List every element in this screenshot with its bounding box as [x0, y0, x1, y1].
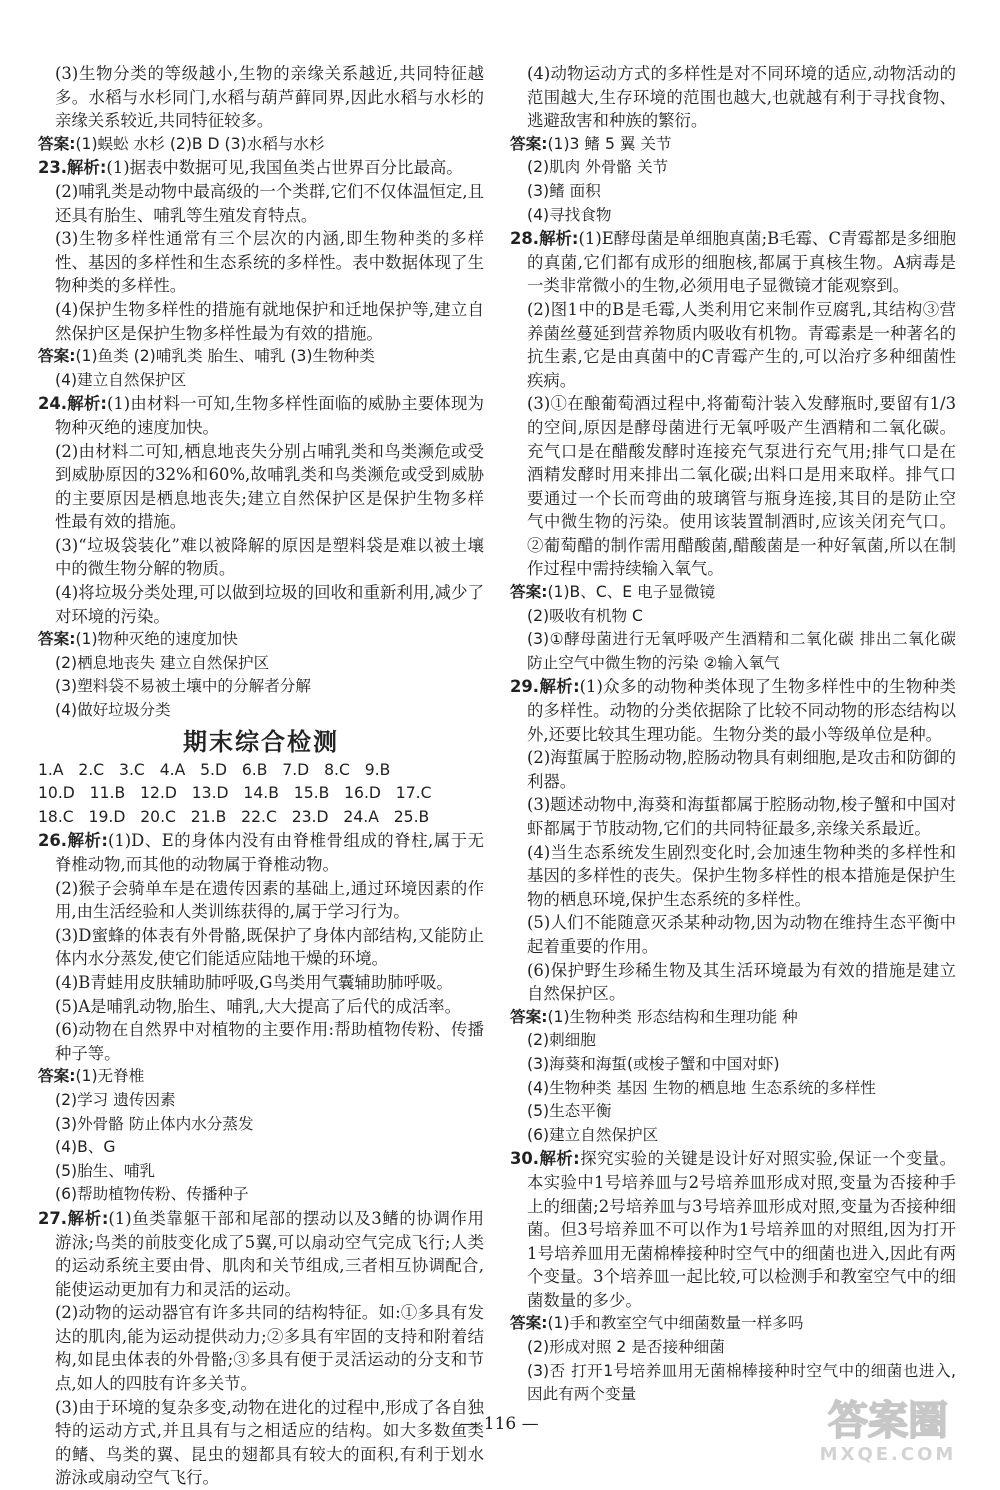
answer-line [510, 581, 956, 605]
question-label: 24.解析: [38, 394, 107, 414]
answer-line [38, 1183, 484, 1207]
paragraph-text: (2)吸收有机物 C [527, 606, 643, 625]
explanation-paragraph [38, 995, 484, 1019]
paragraph-text: (2)形成对照 2 是否接种细菌 [527, 1338, 725, 1357]
paragraph-text: (6)保护野生珍稀生物及其生活环境最为有效的措施是建立自然保护区。 [527, 960, 956, 1004]
answer-line [38, 345, 484, 369]
paragraph-text: (1)手和教室空气中细菌数量一样多吗 [547, 1314, 804, 1333]
paragraph-text: (3)塑料袋不易被土壤中的分解者分解 [55, 677, 311, 696]
paragraph-text: (1)D、E的身体内没有由脊椎骨组成的脊柱,属于无脊椎动物,而其他的动物属于脊椎动物。 [55, 831, 484, 874]
answer-label: 答案: [38, 1067, 76, 1086]
answer-label: 答案: [510, 1007, 548, 1026]
paragraph-text: (2)栖息地丧失 建立自然保护区 [55, 653, 270, 672]
paragraph-text: (3)外骨骼 防止体内水分蒸发 [55, 1114, 254, 1133]
explanation-paragraph [38, 1018, 484, 1065]
answer-line [38, 1113, 484, 1137]
question-label: 26.解析: [38, 831, 108, 851]
paragraph-text: (2)动物的运动器官有许多共同的结构特征。如:①多具有发达的肌肉,能为运动提供动力;②多具有牢固的支持和附着结构,如昆虫体表的外骨骼;③多具有便于灵活运动的分支和节点,如人的四肢有许多关节。 [55, 1303, 484, 1394]
question-label: 30.解析: [510, 1149, 580, 1169]
paragraph-text: (1)E酵母菌是单细胞真菌;B毛霉、C青霉都是多细胞的真菌,它们都有成形的细胞核,都属于真核生物。A病毒是一类非常微小的生物,必须用电子显微镜才能观察到。 [527, 229, 957, 296]
question-label: 28.解析: [510, 229, 579, 249]
answer-label: 答案: [510, 1314, 548, 1333]
answer-label: 答案: [38, 630, 76, 649]
choice-answer-row: 18.C 19.D 20.C 21.B 22.C 23.D 24.A 25.B [38, 807, 430, 826]
answer-line [38, 133, 484, 157]
choice-answer-row: 1.A 2.C 3.C 4.A 5.D 6.B 7.D 8.C 9.B [38, 760, 391, 779]
paragraph-text: (3)海葵和海蜇(或梭子蟹和中国对虾) [527, 1054, 780, 1073]
paragraph-text: (6)动物在自然界中对植物的主要作用:帮助植物传粉、传播种子等。 [55, 1020, 484, 1063]
answer-line [510, 156, 956, 180]
paragraph-text: (4)做好垃圾分类 [55, 701, 171, 720]
paragraph-text: (4)动物运动方式的多样性是对不同环境的适应,动物活动的范围越大,生存环境的范围也越大,也就越有利于寻找食物、逃避敌害和种族的繁衍。 [527, 64, 956, 131]
explanation-paragraph [38, 62, 484, 133]
explanation-paragraph [510, 793, 956, 840]
explanation-paragraph [510, 911, 956, 958]
paragraph-text: (1)鱼类 (2)哺乳类 胎生、哺乳 (3)生物种类 [75, 347, 375, 366]
explanation-paragraph [38, 1207, 484, 1301]
answer-label: 答案: [38, 134, 76, 153]
explanation-paragraph [38, 1396, 484, 1490]
paragraph-text: (1)鱼类靠躯干部和尾部的摆动以及3鳍的协调作用游泳;鸟类的前肢变化成了5翼,可以扇动空气完成飞行;人类的运动系统主要由骨、肌肉和关节组成,三者相互协调配合,能使运动更加有力和灵活的运动。 [55, 1208, 484, 1299]
watermark-logo [788, 1394, 988, 1466]
page-number: — 116 — [461, 1414, 539, 1434]
svg-text:MXQE.COM: MXQE.COM [819, 1444, 957, 1465]
answer-line [510, 180, 956, 204]
explanation-paragraph [510, 298, 956, 392]
explanation-paragraph [38, 1301, 484, 1395]
explanation-paragraph [38, 971, 484, 995]
answer-line [38, 1089, 484, 1113]
svg-text:答案圈: 答案圈 [828, 1398, 948, 1444]
paragraph-text: (2)海蜇属于腔肠动物,腔肠动物具有刺细胞,是攻击和防御的利器。 [527, 748, 956, 791]
answer-line [510, 133, 956, 157]
answer-line [510, 1029, 956, 1053]
choice-answer-row: 10.D 11.B 12.D 13.D 14.B 15.B 16.D 17.C [38, 784, 432, 803]
paragraph-text: (3)鳍 面积 [527, 181, 601, 200]
answer-label: 答案: [510, 583, 548, 602]
answer-label: 答案: [38, 347, 76, 366]
answer-line [510, 605, 956, 629]
paragraph-text: (1)B、C、E 电子显微镜 [547, 583, 716, 602]
answer-line [38, 628, 484, 652]
answer-line [510, 1336, 956, 1360]
answer-line [38, 652, 484, 676]
explanation-paragraph [510, 959, 956, 1006]
explanation-paragraph [38, 440, 484, 534]
answer-line [510, 1100, 956, 1124]
answer-line [38, 675, 484, 699]
explanation-paragraph [38, 180, 484, 227]
explanation-paragraph [510, 841, 956, 912]
explanation-paragraph [510, 746, 956, 793]
right-column [510, 62, 956, 1407]
paragraph-text: (2)由材料二可知,栖息地丧失分别占哺乳类和鸟类濒危或受到威胁原因的32%和60%,故哺乳类和鸟类濒危或受到威胁的主要原因是栖息地丧失;建立自然保护区是保护生物多样性最有效的措施。 [55, 441, 484, 532]
paragraph-text: (3)由于环境的复杂多变,动物在进化的过程中,形成了各自独特的运动方式,并且具有与之相适应的结构。如大多数鱼类的鳍、鸟类的翼、昆虫的翅都具有较大的面积,有利于划水游泳或扇动空气飞行。 [55, 1397, 484, 1488]
paragraph-text: (3)①在酿葡萄酒过程中,将葡萄汁装入发酵瓶时,要留有1/3的空间,原因是酵母菌进行无氧呼吸产生酒精和二氧化碳。充气口是在醋酸发酵时连接充气泵进行充气用;排气口是在酒精发酵时用来排出二氧化碳;出料口是用来取样。排气口要通过一个长而弯曲的玻璃管与瓶身连接,其目的是防止空气中微生物的污染。使用该装置制酒时,应该关闭充气口。②葡萄醋的制作需用醋酸菌,醋酸菌是一种好氧菌,所以在制作过程中需持续输入氧气。 [527, 394, 956, 579]
answer-line [38, 1065, 484, 1089]
paragraph-text: (3)题述动物中,海葵和海蜇都属于腔肠动物,梭子蟹和中国对虾都属于节肢动物,它们的共同特征最多,亲缘关系最近。 [527, 795, 956, 838]
explanation-paragraph [510, 392, 956, 581]
explanation-paragraph [38, 877, 484, 924]
explanation-paragraph [38, 227, 484, 298]
answer-line [38, 1136, 484, 1160]
paragraph-text: (1)物种灭绝的速度加快 [75, 630, 238, 649]
paragraph-text: (2)学习 遗传因素 [55, 1090, 176, 1109]
paragraph-text: (2)肌肉 外骨骼 关节 [527, 158, 669, 177]
paragraph-text: (6)建立自然保护区 [527, 1125, 659, 1144]
explanation-paragraph [510, 1147, 956, 1312]
question-label: 23.解析: [38, 158, 107, 178]
paragraph-text: (1)蜈蚣 水杉 (2)B D (3)水稻与水杉 [75, 134, 325, 153]
paragraph-text: (4)当生态系统发生剧烈变化时,会加速生物种类的多样性和基因的多样性的丧失。保护生物多样性的根本措施是保护生物的栖息环境,保护生态系统的多样性。 [527, 842, 956, 909]
paragraph-text: (1)生物种类 形态结构和生理功能 种 [547, 1007, 798, 1026]
paragraph-text: (4)保护生物多样性的措施有就地保护和迁地保护等,建立自然保护区是保护生物多样性最为有效的措施。 [55, 299, 484, 343]
answer-line [510, 204, 956, 228]
paragraph-text: (4)B、G [55, 1138, 116, 1157]
paragraph-text: (5)A是哺乳动物,胎生、哺乳,大大提高了后代的成活率。 [55, 996, 462, 1016]
answer-line [510, 1006, 956, 1030]
paragraph-text: (3)否 打开1号培养皿用无菌棉棒接种时空气中的细菌也进入,因此有两个变量 [527, 1361, 956, 1404]
answer-label: 答案: [510, 134, 548, 153]
left-column [38, 62, 484, 1490]
paragraph-text: (4)将垃圾分类处理,可以做到垃圾的回收和重新利用,减少了对环境的污染。 [55, 583, 484, 626]
answer-line [38, 1160, 484, 1184]
paragraph-text: 探究实验的关键是设计好对照实验,保证一个变量。本实验中1号培养皿与2号培养皿形成对照,变量为否接种手上的细菌;2号培养皿与3号培养皿形成对照,变量为否接种细菌。但3号培养皿不可以作为1号培养皿的对照组,因为打开1号培养皿用无菌棉棒接种时空气中的细菌也进入,因此有两个变量。3个培养皿一起比较,可以检测手和教室空气中的细菌数量的多少。 [527, 1149, 957, 1310]
explanation-paragraph [38, 581, 484, 628]
paragraph-text: (3)D蜜蜂的体表有外骨骼,既保护了身体内部结构,又能防止体内水分蒸发,使它们能适应陆地干燥的环境。 [55, 925, 484, 969]
answer-line [38, 699, 484, 723]
paragraph-text: (2)哺乳类是动物中最高级的一个类群,它们不仅体温恒定,且还具有胎生、哺乳等生殖发育特点。 [55, 181, 484, 225]
paragraph-text: (4)B青蛙用皮肤辅助肺呼吸,G鸟类用气囊辅助肺呼吸。 [55, 972, 453, 992]
paragraph-text: (5)生态平衡 [527, 1102, 612, 1121]
paragraph-text: (2)刺细胞 [527, 1031, 596, 1050]
explanation-paragraph [38, 156, 484, 180]
explanation-paragraph [38, 829, 484, 876]
paragraph-text: (3)生物分类的等级越小,生物的亲缘关系越近,共同特征越多。水稻与水杉同门,水稻与葫芦藓同界,因此水稻与水杉的亲缘关系较近,共同特征较多。 [55, 64, 484, 131]
explanation-paragraph [510, 227, 956, 298]
paragraph-text: (1)据表中数据可见,我国鱼类占世界百分比最高。 [106, 158, 463, 178]
answer-line [510, 1124, 956, 1148]
paragraph-text: (4)寻找食物 [527, 205, 612, 224]
paragraph-text: (2)图1中的B是毛霉,人类利用它来制作豆腐乳,其结构③营养菌丝蔓延到营养物质内吸收有机物。青霉素是一种著名的抗生素,它是由真菌中的C青霉产生的,可以治疗多种细菌性疾病。 [527, 299, 956, 390]
answer-line [510, 1077, 956, 1101]
paragraph-text: (1)无脊椎 [75, 1067, 145, 1086]
paragraph-text: (4)生物种类 基因 生物的栖息地 生态系统的多样性 [527, 1078, 876, 1097]
paragraph-text: (1)由材料一可知,生物多样性面临的威胁主要体现为物种灭绝的速度加快。 [55, 394, 484, 437]
answer-line [510, 1053, 956, 1077]
paragraph-text: (3)生物多样性通常有三个层次的内涵,即生物种类的多样性、基因的多样性和生态系统的多样性。表中数据体现了生物种类的多样性。 [55, 229, 484, 296]
answer-line [510, 1312, 956, 1336]
answer-line [510, 628, 956, 675]
paragraph-text: (3)“垃圾袋装化”难以被降解的原因是塑料袋是难以被土壤中的微生物分解的物质。 [55, 535, 484, 579]
paragraph-text: (6)帮助植物传粉、传播种子 [55, 1185, 249, 1204]
question-label: 29.解析: [510, 677, 580, 697]
question-label: 27.解析: [38, 1208, 109, 1228]
explanation-paragraph [38, 298, 484, 345]
explanation-paragraph [510, 62, 956, 133]
paragraph-text: (4)建立自然保护区 [55, 370, 187, 389]
section-title: 期末综合检测 [183, 727, 339, 756]
paragraph-text: (1)3 鳍 5 翼 关节 [547, 134, 672, 153]
explanation-paragraph [510, 675, 956, 746]
paragraph-text: (3)①酵母菌进行无氧呼吸产生酒精和二氧化碳 排出二氧化碳 防止空气中微生物的污染 ②输入氧气 [527, 630, 956, 672]
paragraph-text: (5)人们不能随意灭杀某种动物,因为动物在维持生态平衡中起着重要的作用。 [527, 913, 956, 956]
explanation-paragraph [38, 534, 484, 581]
explanation-paragraph [38, 924, 484, 971]
paragraph-text: (2)猴子会骑单车是在遗传因素的基础上,通过环境因素的作用,由生活经验和人类训练获得的,属于学习行为。 [55, 878, 484, 922]
explanation-paragraph [38, 392, 484, 439]
paragraph-text: (1)众多的动物种类体现了生物多样性中的生物种类的多样性。动物的分类依据除了比较不同动物的形态结构以外,还要比较其生理功能。生物分类的最小等级单位是种。 [527, 677, 957, 744]
paragraph-text: (5)胎生、哺乳 [55, 1161, 156, 1180]
answer-line [38, 369, 484, 393]
